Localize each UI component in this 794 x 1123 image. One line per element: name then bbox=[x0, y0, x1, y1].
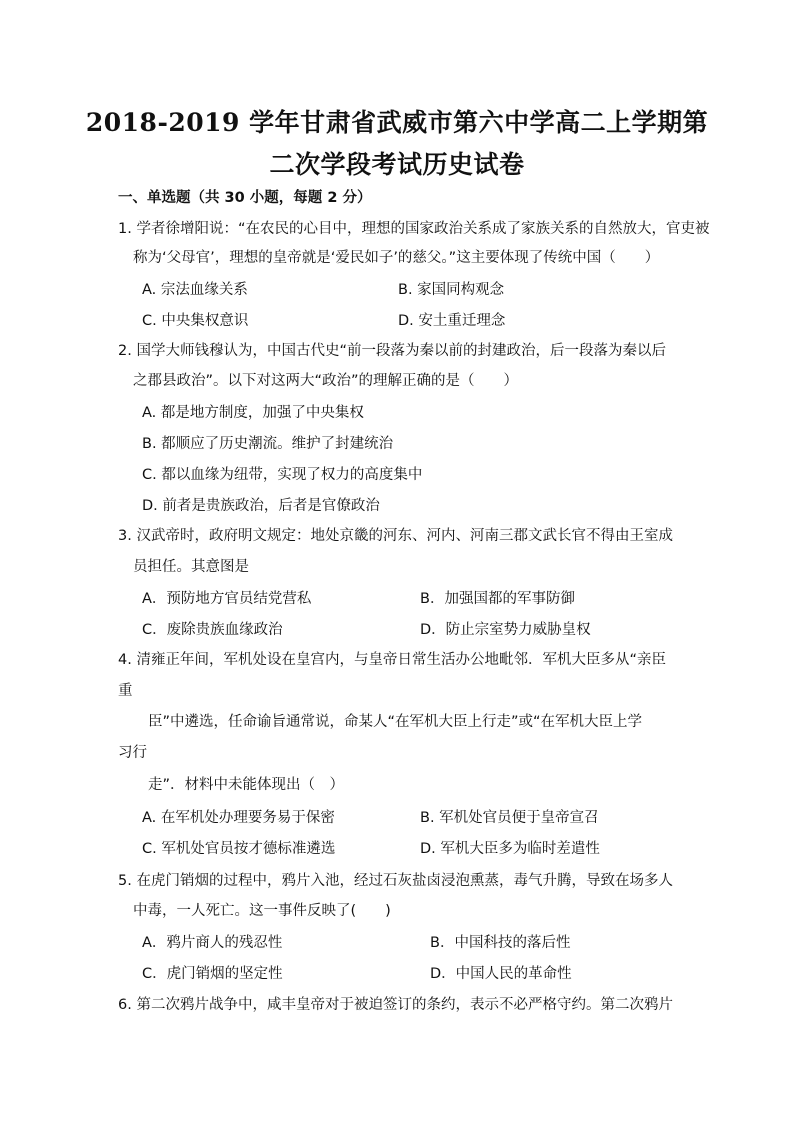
q2-option-a: A. 都是地方制度，加强了中央集权 bbox=[142, 405, 364, 421]
q3-option-d: D．防止宗室势力威胁皇权 bbox=[420, 622, 591, 638]
exam-title-line1: 2018-2019 学年甘肃省武威市第六中学高二上学期第 bbox=[85, 108, 709, 137]
q1-option-c: C. 中央集权意识 bbox=[142, 313, 249, 329]
q2-stem-line1: 2. 国学大师钱穆认为，中国古代史“前一段落为秦以前的封建政治，后一段落为秦以后 bbox=[118, 343, 666, 359]
q1-stem-line2: 称为‘父母官’，理想的皇帝就是‘爱民如子’的慈父。”这主要体现了传统中国（ ） bbox=[133, 250, 660, 266]
q5-option-c: C．虎门销烟的坚定性 bbox=[142, 966, 283, 982]
q1-option-d: D. 安土重迁理念 bbox=[398, 313, 506, 329]
q1-option-a: A. 宗法血缘关系 bbox=[142, 282, 248, 298]
q2-option-c: C. 都以血缘为纽带，实现了权力的高度集中 bbox=[142, 467, 423, 483]
q5-option-b: B．中国科技的落后性 bbox=[430, 935, 571, 951]
q2-stem-line2: 之郡县政治”。以下对这两大“政治”的理解正确的是（ ） bbox=[133, 373, 519, 389]
q4-stem-line1: 4. 清雍正年间，军机处设在皇宫内，与皇帝日常生活办公地毗邻．军机大臣多从“亲臣 bbox=[118, 652, 666, 668]
q2-option-d: D. 前者是贵族政治，后者是官僚政治 bbox=[142, 498, 380, 514]
q4-option-d: D. 军机大臣多为临时差遣性 bbox=[420, 841, 600, 857]
q4-option-b: B. 军机处官员便于皇帝宣召 bbox=[420, 810, 599, 826]
q5-stem-line1: 5. 在虎门销烟的过程中，鸦片入池，经过石灰盐卤浸泡熏蒸，毒气升腾，导致在场多人 bbox=[118, 873, 673, 889]
section-heading: 一、单选题（共 30 小题，每题 2 分） bbox=[118, 190, 372, 206]
q4-stem-line2: 重 bbox=[118, 683, 133, 699]
q3-option-b: B．加强国都的军事防御 bbox=[420, 591, 575, 607]
q4-stem-line5: 走”．材料中未能体现出（ ） bbox=[148, 777, 345, 793]
q4-stem-line4: 习行 bbox=[118, 745, 147, 761]
q3-option-c: C．废除贵族血缘政治 bbox=[142, 622, 283, 638]
q6-stem-line1: 6. 第二次鸦片战争中，咸丰皇帝对于被迫签订的条约，表示不必严格守约。第二次鸦片 bbox=[118, 997, 673, 1013]
q3-option-a: A．预防地方官员结党营私 bbox=[142, 591, 312, 607]
q5-stem-line2: 中毒，一人死亡。这一事件反映了( ) bbox=[133, 903, 391, 919]
q4-option-c: C. 军机处官员按才德标准遴选 bbox=[142, 841, 336, 857]
q1-option-b: B. 家国同构观念 bbox=[398, 282, 505, 298]
q2-option-b: B. 都顺应了历史潮流。维护了封建统治 bbox=[142, 436, 394, 452]
q3-stem-line2: 员担任。其意图是 bbox=[133, 559, 249, 575]
q5-option-a: A．鸦片商人的残忍性 bbox=[142, 935, 283, 951]
q1-stem-line1: 1. 学者徐增阳说：“在农民的心目中，理想的国家政治关系成了家族关系的自然放大，官吏被 bbox=[118, 221, 710, 237]
q4-option-a: A. 在军机处办理要务易于保密 bbox=[142, 810, 335, 826]
q3-stem-line1: 3. 汉武帝时，政府明文规定：地处京畿的河东、河内、河南三郡文武长官不得由王室成 bbox=[118, 528, 673, 544]
exam-title-line2: 二次学段考试历史试卷 bbox=[269, 150, 525, 179]
q5-option-d: D．中国人民的革命性 bbox=[430, 966, 572, 982]
q4-stem-line3: 臣”中遴选，任命谕旨通常说，命某人“在军机大臣上行走”或“在军机大臣上学 bbox=[148, 714, 643, 730]
